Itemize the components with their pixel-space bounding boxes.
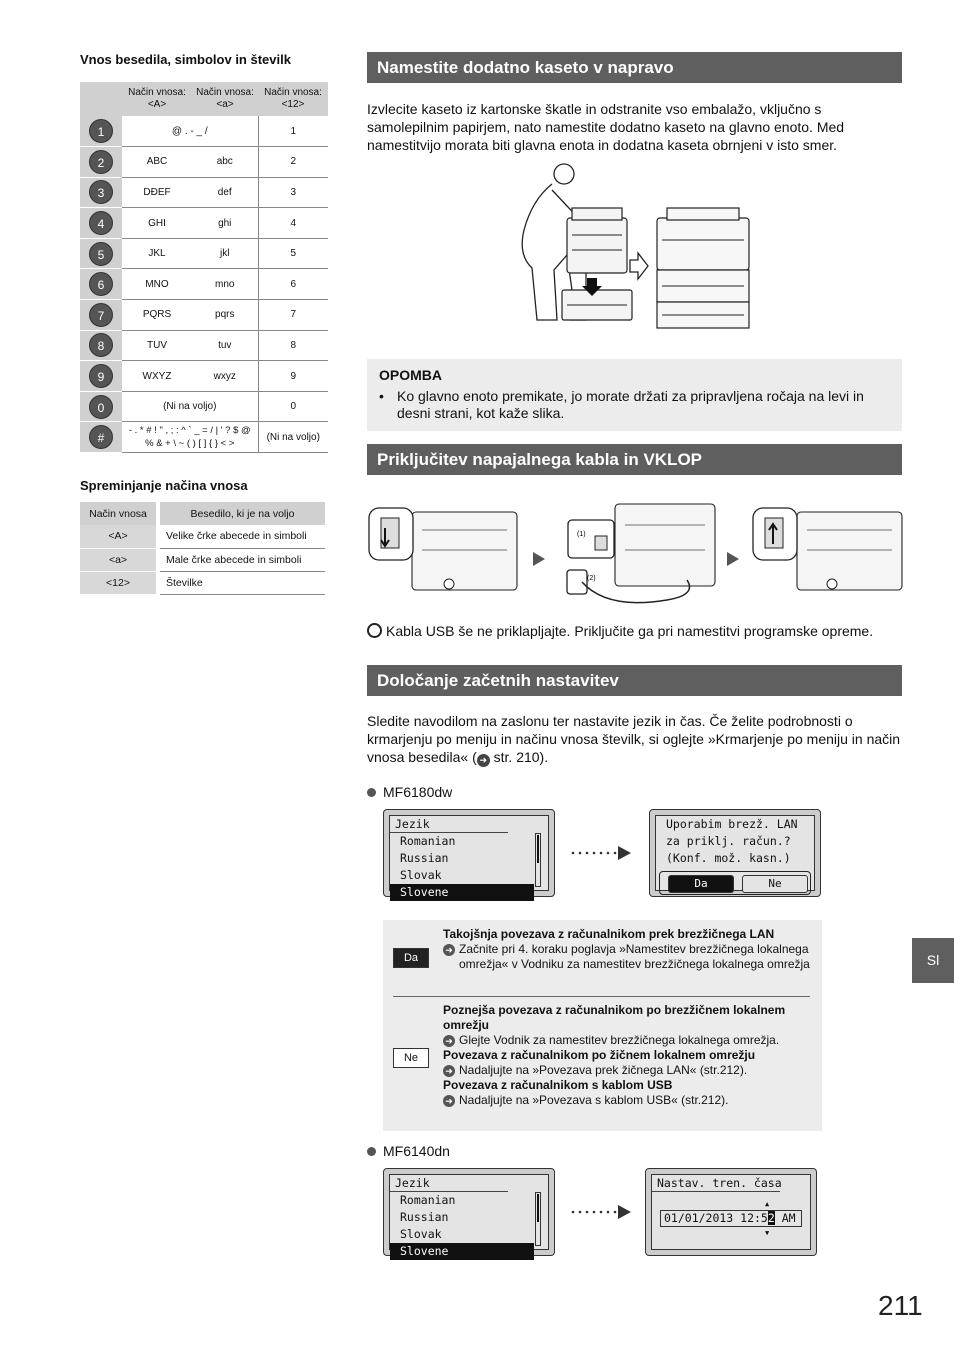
lcd-item: Russian — [400, 851, 449, 865]
key-cell: 6 — [258, 269, 328, 300]
key-cell: @ . - _ / — [122, 116, 258, 147]
lcd-language-mf6180 — [383, 809, 555, 897]
choice-no-desc-3: Nadaljujte na »Povezava s kablom USB« (str.212). — [459, 1093, 729, 1107]
note-box — [367, 359, 902, 431]
key-0-icon: 0 — [89, 395, 113, 419]
key-cell: 8 — [258, 330, 328, 361]
key-cell: GHI — [122, 208, 192, 239]
key-cell: abc — [192, 147, 258, 178]
key-cell: tuv — [192, 330, 258, 361]
table-row — [80, 548, 325, 571]
key-cell: (Ni na voljo) — [122, 391, 258, 422]
power-illustration — [367, 500, 907, 618]
key-cell: TUV — [122, 330, 192, 361]
mode-table — [80, 502, 325, 595]
key-table-title: Vnos besedila, simbolov in številk — [80, 52, 291, 67]
choice-yes-desc: Začnite pri 4. koraku poglavja »Namestitev brezžičnega lokalnega omrežja« v Vodniku za namestitev brezžičnega lokalnega omrežja — [459, 942, 810, 971]
key-cell: DĐEF — [122, 177, 192, 208]
table-row — [80, 208, 328, 239]
cassette-illustration — [512, 160, 762, 332]
lcd-item: Slovak — [400, 1227, 442, 1241]
key-5-icon: 5 — [89, 242, 113, 266]
page-number: 211 — [878, 1290, 923, 1321]
key-cell: mno — [192, 269, 258, 300]
note-text: Ko glavno enoto premikate, jo morate držati za pripravljena ročaja na levi in desni strani, kot kaže slika. — [397, 388, 864, 421]
lcd-line: (Konf. mož. kasn.) — [666, 851, 791, 865]
lcd-time-setting — [645, 1168, 817, 1256]
table-row — [80, 391, 328, 422]
lcd-title: Jezik — [390, 1175, 508, 1192]
lcd-item-selected: Slovene — [390, 884, 534, 901]
choice-no-heading-2: Povezava z računalnikom po žičnem lokalnem omrežju — [443, 1048, 756, 1062]
arrow-link-icon: ➜ — [443, 1095, 455, 1107]
table-row — [80, 147, 328, 178]
header-mode: Način vnosa — [80, 502, 158, 525]
key-cell: 4 — [258, 208, 328, 239]
mode-table-title: Spreminjanje načina vnosa — [80, 478, 248, 493]
key-6-icon: 6 — [89, 272, 113, 296]
up-arrow-icon: ▲ — [765, 1200, 770, 1208]
key-2-icon: 2 — [89, 150, 113, 174]
lcd-item: Russian — [400, 1210, 449, 1224]
choice-no-text — [443, 1003, 813, 1108]
key-4-icon: 4 — [89, 211, 113, 235]
key-cell: 1 — [258, 116, 328, 147]
model-label: MF6180dw — [383, 784, 453, 800]
key-cell: (Ni na voljo) — [258, 422, 328, 453]
choice-no-desc-1: Glejte Vodnik za namestitev brezžičnega lokalnega omrežja. — [459, 1033, 780, 1047]
model-label: MF6140dn — [383, 1143, 450, 1159]
choice-yes-heading: Takojšnja povezava z računalnikom prek brezžičnega LAN — [443, 927, 775, 941]
key-cell: JKL — [122, 238, 192, 269]
dotted-arrow-icon — [570, 846, 632, 860]
initial-settings-body — [367, 712, 907, 767]
model-mf6180dw — [367, 784, 452, 800]
table-row — [80, 238, 328, 269]
choice-box — [383, 920, 822, 1131]
header-mode-upper: Način vnosa: <A> — [122, 82, 192, 116]
key-cell: ABC — [122, 147, 192, 178]
table-row — [80, 300, 328, 331]
mode-cell: Številke — [158, 571, 325, 594]
model-mf6140dn — [367, 1143, 450, 1159]
table-row — [80, 525, 325, 548]
key-table-header — [80, 82, 328, 116]
section-title-initial-settings: Določanje začetnih nastavitev — [367, 665, 902, 696]
key-cell: 3 — [258, 177, 328, 208]
key-cell: def — [192, 177, 258, 208]
lcd-no-button[interactable]: Ne — [742, 875, 808, 893]
mode-cell: Male črke abecede in simboli — [158, 548, 325, 571]
note-title: OPOMBA — [379, 367, 442, 383]
body-text-b: str. 210). — [489, 749, 549, 765]
section-title-cassette: Namestite dodatno kaseto v napravo — [367, 52, 902, 83]
key-cell: 2 — [258, 147, 328, 178]
mode-cell: <a> — [80, 548, 158, 571]
lcd-item-selected: Slovene — [390, 1243, 534, 1260]
key-cell: ghi — [192, 208, 258, 239]
bullet-icon — [367, 1147, 376, 1156]
lcd-item: Slovak — [400, 868, 442, 882]
key-cell: 7 — [258, 300, 328, 331]
key-3-icon: 3 — [89, 180, 113, 204]
key-cell: 9 — [258, 361, 328, 392]
key-cell: pqrs — [192, 300, 258, 331]
table-row — [80, 116, 328, 147]
arrow-link-icon: ➜ — [443, 944, 455, 956]
lcd-item: Romanian — [400, 1193, 456, 1207]
divider — [393, 996, 810, 997]
usb-note-text: Kabla USB še ne priklapljajte. Priključite ga pri namestitvi programske opreme. — [386, 623, 874, 639]
warning-hand-icon — [367, 623, 382, 638]
lcd-time-field[interactable] — [660, 1210, 802, 1227]
key-cell: MNO — [122, 269, 192, 300]
lcd-scrollbar — [535, 1192, 541, 1246]
down-arrow-icon: ▼ — [765, 1229, 770, 1237]
dotted-arrow-icon — [570, 1205, 632, 1219]
mode-cell: <A> — [80, 525, 158, 548]
choice-no-desc-2: Nadaljujte na »Povezava prek žičnega LAN« (str.212). — [459, 1063, 748, 1077]
label-2: (2) — [587, 575, 596, 582]
table-row — [80, 177, 328, 208]
key-9-icon: 9 — [89, 364, 113, 388]
key-8-icon: 8 — [89, 333, 113, 357]
key-cell: 5 — [258, 238, 328, 269]
table-row — [80, 361, 328, 392]
key-cell: jkl — [192, 238, 258, 269]
key-input-table — [80, 82, 328, 453]
bullet-icon — [367, 788, 376, 797]
lcd-title: Nastav. tren. časa — [652, 1175, 780, 1192]
key-cell: WXYZ — [122, 361, 192, 392]
lcd-scrollbar — [535, 833, 541, 887]
table-row — [80, 422, 328, 453]
usb-note — [367, 623, 873, 639]
lcd-title: Jezik — [390, 816, 508, 833]
arrow-link-icon: ➜ — [477, 754, 490, 767]
note-item — [379, 388, 890, 422]
lcd-wireless-prompt — [649, 809, 821, 897]
table-row — [80, 571, 325, 594]
choice-no-heading-1: Poznejša povezava z računalnikom po brezžičnem lokalnem omrežju — [443, 1003, 786, 1032]
key-cell: wxyz — [192, 361, 258, 392]
arrow-link-icon: ➜ — [443, 1035, 455, 1047]
lcd-line: za priklj. račun.? — [666, 834, 791, 848]
choice-no-heading-3: Povezava z računalnikom s kablom USB — [443, 1078, 673, 1092]
table-row — [80, 269, 328, 300]
language-side-tab: Sl — [912, 938, 954, 983]
header-mode-lower: Način vnosa: <a> — [192, 82, 258, 116]
key-cell: 0 — [258, 391, 328, 422]
choice-no-label: Ne — [393, 1048, 429, 1068]
label-1: (1) — [577, 531, 586, 538]
mode-cell: <12> — [80, 571, 158, 594]
lcd-yes-button[interactable]: Da — [668, 875, 734, 893]
lcd-time-ampm: AM — [774, 1211, 796, 1225]
header-text: Besedilo, ki je na voljo — [158, 502, 325, 525]
choice-yes-label: Da — [393, 948, 429, 968]
arrow-link-icon: ➜ — [443, 1065, 455, 1077]
lcd-item: Romanian — [400, 834, 456, 848]
mode-table-header — [80, 502, 325, 525]
lcd-time-value: 01/01/2013 12:5 — [664, 1211, 768, 1225]
section-title-power: Priključitev napajalnega kabla in VKLOP — [367, 444, 902, 475]
choice-yes-text — [443, 927, 813, 972]
body-text-a: Sledite navodilom na zaslonu ter nastavite jezik in čas. Če želite podrobnosti o krmarjenju po meniju in načinu vnosa številk, si oglejte »Krmarjenje po meniju in način vnosa besedila« ( — [367, 713, 901, 765]
lcd-line: Uporabim brezž. LAN — [666, 817, 798, 831]
header-mode-number: Način vnosa: <12> — [258, 82, 328, 116]
key-hash-icon: # — [89, 425, 113, 449]
bullet-icon: • — [379, 388, 384, 404]
table-row — [80, 330, 328, 361]
lcd-language-mf6140 — [383, 1168, 555, 1256]
lcd-time-cursor: 2 — [767, 1211, 775, 1225]
key-cell: PQRS — [122, 300, 192, 331]
key-cell: - . * # ! " , ; : ^ ` _ = / | ' ? $ @ % & + \ ~ ( ) [ ] { } < > — [122, 422, 258, 453]
mode-cell: Velike črke abecede in simboli — [158, 525, 325, 548]
key-1-icon: 1 — [89, 119, 113, 143]
key-7-icon: 7 — [89, 303, 113, 327]
cassette-body: Izvlecite kaseto iz kartonske škatle in odstranite vso embalažo, vključno s samolepilnim papirjem, nato namestite dodatno kaseto na glavno enoto. Med namestitvijo morata biti glavna enota in dodatna kaseta obrnjeni v isto smer. — [367, 101, 845, 153]
